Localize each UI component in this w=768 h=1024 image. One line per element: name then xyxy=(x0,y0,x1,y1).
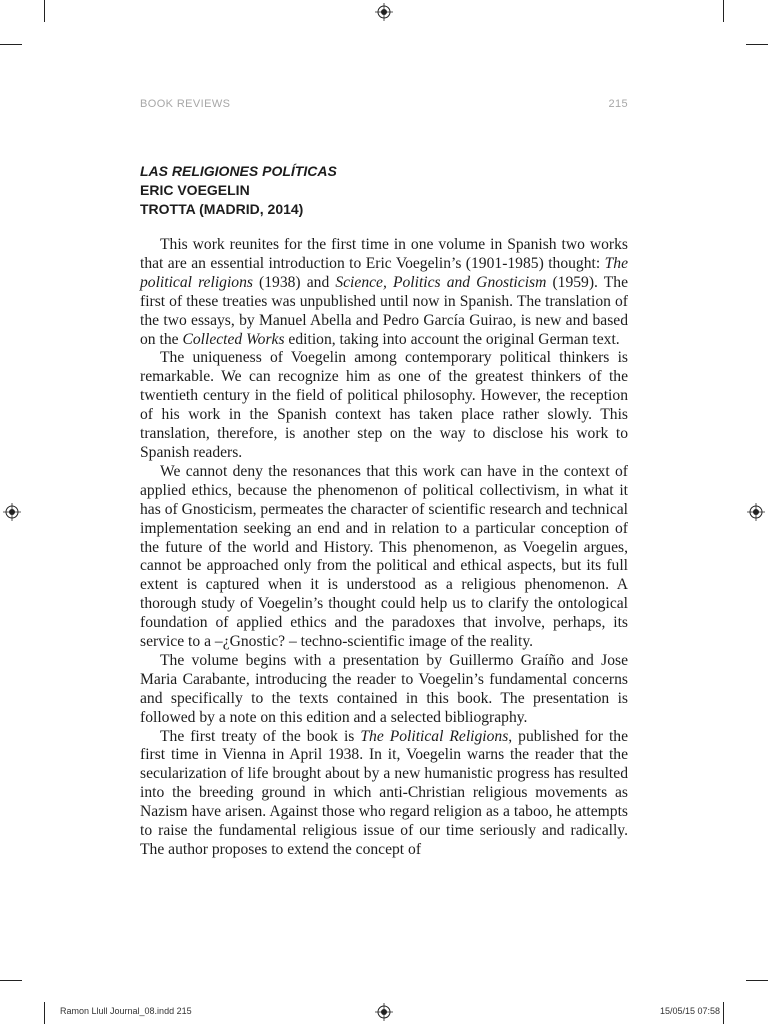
print-timestamp: 15/05/15 07:58 xyxy=(659,1006,720,1016)
running-head xyxy=(140,98,628,110)
book-publisher: TROTTA (MADRID, 2014) xyxy=(140,201,304,217)
paragraph: The volume begins with a presentation by Guillermo Graíño and Jose Maria Carabante, introducing the reader to Voegelin’s fundamental concerns and specifically to the texts contained in this book. The presentation is followed by a note on this edition and a selected bibliography. xyxy=(140,651,628,726)
print-slug xyxy=(60,1006,720,1016)
crop-mark xyxy=(44,1002,45,1024)
crop-mark xyxy=(44,0,45,22)
review-heading xyxy=(140,162,628,219)
crop-mark xyxy=(723,1002,724,1024)
page-number: 215 xyxy=(608,98,628,110)
book-title: LAS RELIGIONES POLÍTICAS xyxy=(140,163,337,179)
registration-mark-icon xyxy=(747,503,765,521)
crop-mark xyxy=(0,980,22,981)
review-body xyxy=(140,236,628,860)
crop-mark xyxy=(746,980,768,981)
crop-mark xyxy=(0,44,22,45)
book-author: ERIC VOEGELIN xyxy=(140,182,250,198)
paragraph: This work reunites for the first time in one volume in Spanish two works that are an essential introduction to Eric Voegelin’s (1901-1985) thought: The political religions (1938) and Science, Politics and Gnosticism (1959). The first of these treaties was unpublished until now in Spanish. The translation of the two essays, by Manuel Abella and Pedro García Guirao, is new and based on the Collected Works edition, taking into account the original German text. xyxy=(140,236,628,348)
paragraph: The first treaty of the book is The Political Religions, published for the first time in Vienna in April 1938. In it, Voegelin warns the reader that the secularization of life brought about by a new humanistic progress has resulted into the breeding ground in which anti-Christian religious movements as Nazism have arisen. Against those who regard religion as a taboo, he attempts to raise the fundamental religious issue of our time seriously and radically. The author proposes to extend the concept of xyxy=(140,727,629,858)
paragraph: The uniqueness of Voegelin among contemporary political thinkers is remarkable. We can recognize him as one of the greatest thinkers of the twentieth century in the field of political philosophy. However, the reception of his work in the Spanish context has taken place rather slowly. This translation, therefore, is another step on the way to disclose his work to Spanish readers. xyxy=(140,349,628,461)
crop-mark xyxy=(746,44,768,45)
crop-mark xyxy=(723,0,724,22)
paragraph: We cannot deny the resonances that this work can have in the context of applied ethics, because the phenomenon of political collectivism, in what it has of Gnosticism, permeates the character of scientific research and technical implementation seeking an end and in relation to a particular conception of the future of the world and History. This phenomenon, as Voegelin argues, cannot be approached only from the political and ethical aspects, but its full extent is captured when it is understood as a religious phenomenon. A thorough study of Voegelin’s thought could help us to clarify the ontological foundation of applied ethics and the paradoxes that involve, perhaps, its service to a –¿Gnostic? – techno-scientific image of the reality. xyxy=(140,462,628,651)
registration-mark-icon xyxy=(375,3,393,21)
registration-mark-icon xyxy=(3,503,21,521)
section-label: BOOK REVIEWS xyxy=(140,98,231,110)
file-name: Ramon Llull Journal_08.indd 215 xyxy=(60,1006,192,1016)
